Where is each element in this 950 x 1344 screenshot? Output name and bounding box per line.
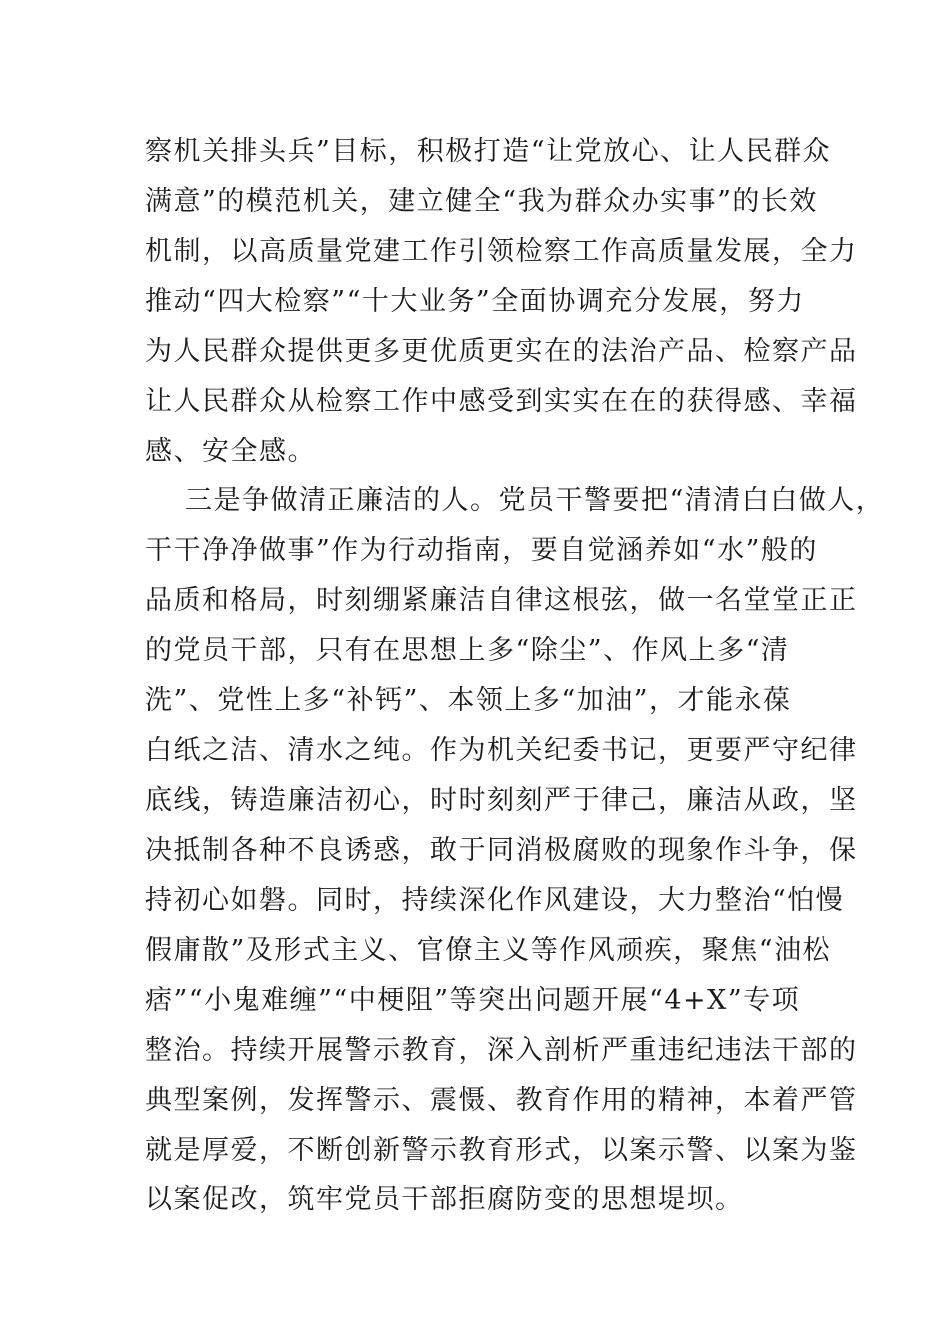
text-line-5: 为人民群众提供更多更优质更实在的法治产品、检察产品 xyxy=(145,336,858,367)
text-line-10: 品质和格局，时刻绷紧廉洁自律这根弦，做一名堂堂正正 xyxy=(145,585,858,616)
text-line-2: 满意”的模范机关，建立健全“我为群众办实事”的长效 xyxy=(145,186,818,217)
text-line-7: 感、安全感。 xyxy=(145,436,316,467)
text-line-16: 持初心如磐。同时，持续深化作风建设，大力整治“怕慢 xyxy=(145,885,845,916)
text-line-19: 整治。持续开展警示教育，深入剖析严重违纪违法干部的 xyxy=(145,1035,858,1066)
text-line-3: 机制，以高质量党建工作引领检察工作高质量发展，全力 xyxy=(145,236,858,267)
text-line-13: 白纸之洁、清水之纯。作为机关纪委书记，更要严守纪律 xyxy=(145,735,858,766)
text-line-1: 察机关排头兵”目标，积极打造“让党放心、让人民群众 xyxy=(145,136,832,167)
text-line-14: 底线，铸造廉洁初心，时时刻刻严于律己，廉洁从政，坚 xyxy=(145,785,858,816)
text-line-4: 推动“四大检察”“十大业务”全面协调充分发展，努力 xyxy=(145,286,805,317)
text-line-18: 痞”“小鬼难缠”“中梗阻”等突出问题开展“4+X”专项 xyxy=(145,985,801,1016)
text-line-6: 让人民群众从检察工作中感受到实实在在的获得感、幸福 xyxy=(145,386,858,417)
text-line-22: 以案促改，筑牢党员干部拒腐防变的思想堤坝。 xyxy=(145,1184,744,1215)
text-line-12: 洗”、党性上多“补钙”、本领上多“加油”，才能永葆 xyxy=(145,685,792,716)
paragraph-start-line: 三是争做清正廉洁的人。党员干警要把“清清白白做人， xyxy=(185,485,885,516)
text-line-17: 假庸散”及形式主义、官僚主义等作风顽疾，聚焦“油松 xyxy=(145,935,832,966)
text-line-20: 典型案例，发挥警示、震慑、教育作用的精神，本着严管 xyxy=(145,1085,858,1116)
text-line-15: 决抵制各种不良诱惑，敢于同消极腐败的现象作斗争，保 xyxy=(145,835,858,866)
text-line-9: 干干净净做事”作为行动指南，要自觉涵养如“水”般的 xyxy=(145,535,818,566)
text-line-21: 就是厚爱，不断创新警示教育形式，以案示警、以案为鉴 xyxy=(145,1135,858,1166)
text-line-11: 的党员干部，只有在思想上多“除尘”、作风上多“清 xyxy=(145,635,790,666)
